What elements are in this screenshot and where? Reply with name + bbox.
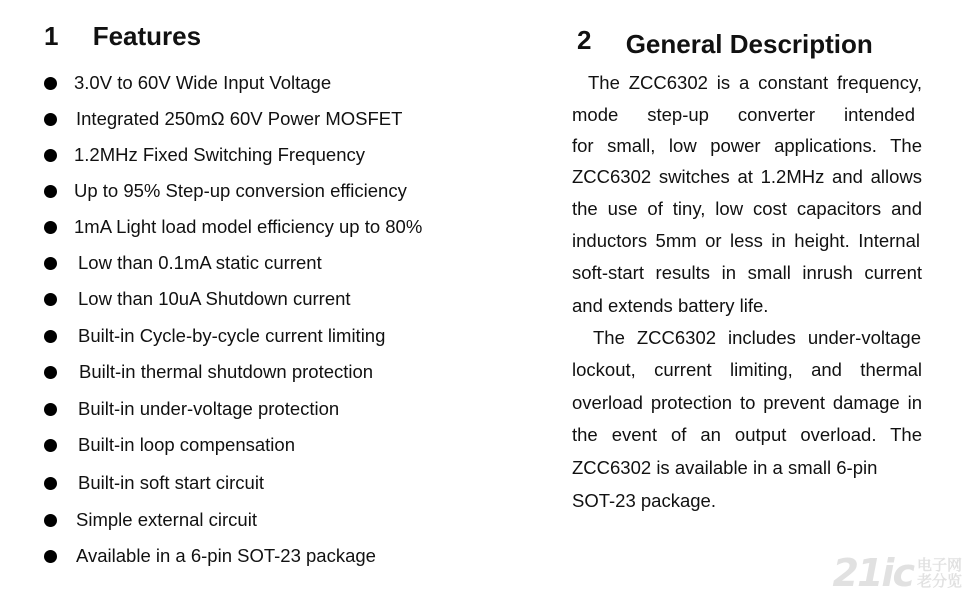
feature-text: Built-in under-voltage protection (78, 398, 340, 419)
bullet-icon (44, 77, 57, 90)
list-item (44, 106, 402, 132)
description-line: mode step-up converter intended (572, 104, 915, 125)
watermark-cn-top: 电子网 (916, 556, 962, 574)
list-item (44, 178, 407, 204)
bullet-icon (44, 403, 57, 416)
description-line: overload protection to prevent damage in (572, 392, 922, 413)
list-item (44, 507, 257, 533)
feature-text: Built-in loop compensation (78, 434, 295, 455)
features-section-number: 1 (44, 21, 59, 51)
bullet-icon (44, 113, 57, 126)
description-title: General Description (625, 29, 873, 59)
list-item (44, 543, 376, 569)
bullet-icon (44, 477, 57, 490)
bullet-icon (44, 439, 57, 452)
feature-text: Low than 10uA Shutdown current (78, 288, 351, 309)
bullet-icon (44, 293, 57, 306)
feature-text: Built-in Cycle-by-cycle current limiting (78, 325, 386, 346)
list-item (44, 396, 339, 422)
description-line: the use of tiny, low cost capacitors and (572, 198, 922, 219)
feature-text: 1mA Light load model efficiency up to 80% (74, 216, 423, 237)
description-line: The ZCC6302 is a constant frequency, (588, 72, 922, 93)
description-line: and extends battery life. (572, 295, 769, 316)
watermark-cn-text (917, 557, 962, 589)
bullet-icon (44, 149, 57, 162)
list-item (44, 323, 385, 349)
feature-text: Built-in thermal shutdown protection (79, 361, 374, 382)
description-line: inductors 5mm or less in height. Internal (572, 230, 920, 251)
list-item (44, 359, 373, 385)
list-item (44, 470, 264, 496)
watermark-number: 21ic (832, 551, 913, 595)
description-line: The ZCC6302 includes under-voltage (593, 327, 921, 348)
features-title: Features (92, 21, 202, 51)
list-item (44, 214, 422, 240)
bullet-icon (44, 366, 57, 379)
bullet-icon (44, 330, 57, 343)
description-line: the event of an output overload. The (572, 424, 922, 445)
watermark-logo (832, 551, 962, 595)
feature-text: Built-in soft start circuit (78, 472, 265, 493)
feature-text: Up to 95% Step-up conversion efficiency (74, 180, 407, 201)
description-line: ZCC6302 switches at 1.2MHz and allows (572, 166, 922, 187)
description-line: ZCC6302 is available in a small 6-pin (572, 457, 878, 478)
feature-text: Low than 0.1mA static current (78, 252, 322, 273)
description-line: SOT-23 package. (572, 490, 716, 511)
feature-text: 3.0V to 60V Wide Input Voltage (74, 72, 332, 93)
description-heading (577, 25, 873, 59)
watermark-cn-bottom: 老分览 (916, 572, 962, 590)
bullet-icon (44, 185, 57, 198)
feature-text: Simple external circuit (76, 509, 257, 530)
bullet-icon (44, 257, 57, 270)
list-item (44, 70, 331, 96)
bullet-icon (44, 221, 57, 234)
list-item (44, 142, 365, 168)
description-section-number: 2 (577, 25, 592, 55)
list-item (44, 286, 351, 312)
list-item (44, 250, 322, 276)
feature-text: Integrated 250mΩ 60V Power MOSFET (76, 108, 403, 129)
description-line: soft-start results in small inrush current (572, 262, 922, 283)
bullet-icon (44, 514, 57, 527)
list-item (44, 432, 295, 458)
description-line: lockout, current limiting, and thermal (572, 359, 922, 380)
feature-text: 1.2MHz Fixed Switching Frequency (74, 144, 365, 165)
feature-text: Available in a 6-pin SOT-23 package (76, 545, 376, 566)
bullet-icon (44, 550, 57, 563)
features-heading (44, 21, 201, 52)
description-line: for small, low power applications. The (572, 135, 922, 156)
